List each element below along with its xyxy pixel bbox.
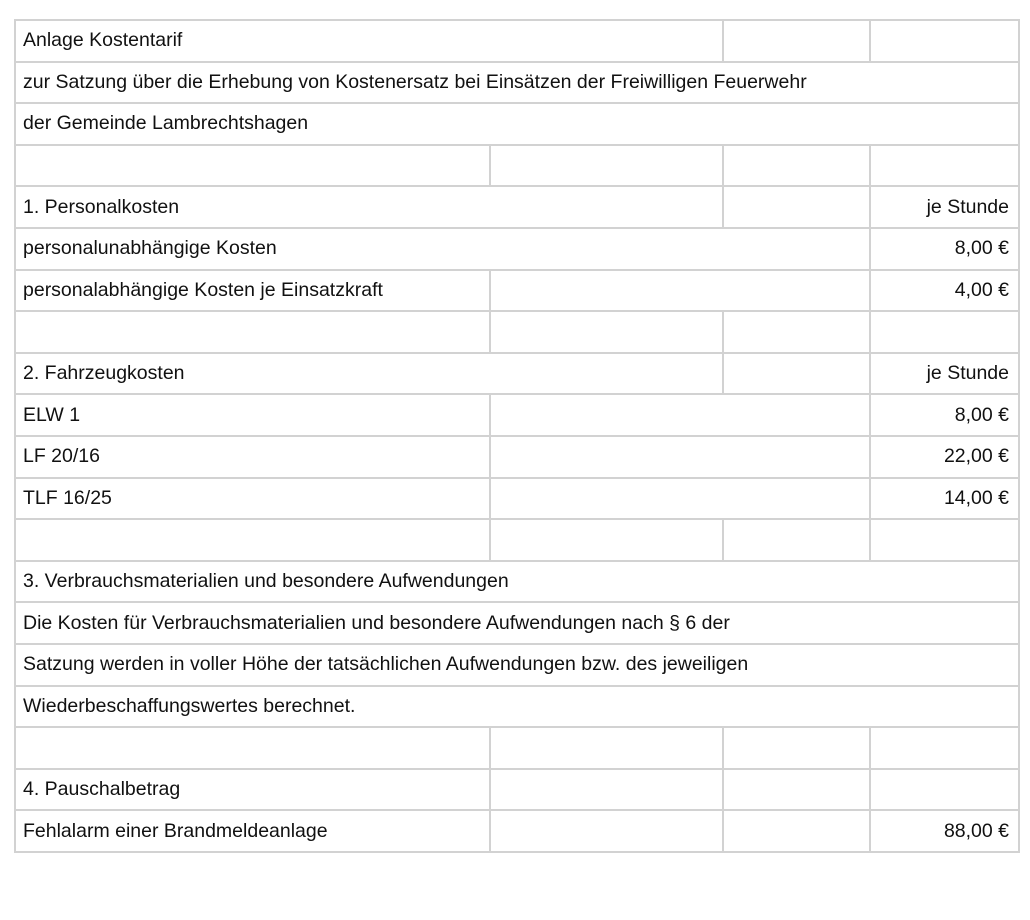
item-price: 4,00 € — [870, 270, 1019, 312]
table-row — [15, 644, 1019, 686]
item-label: Fehlalarm einer Brandmeldeanlage — [15, 810, 490, 852]
empty-cell — [490, 311, 723, 353]
item-price: 8,00 € — [870, 228, 1019, 270]
item-label: personalabhängige Kosten je Einsatzkraft — [15, 270, 490, 312]
empty-cell — [490, 478, 870, 520]
section-heading-fahrzeug: 2. Fahrzeugkosten — [15, 353, 723, 395]
empty-cell — [723, 727, 870, 769]
table-row — [15, 186, 1019, 228]
empty-cell — [870, 727, 1019, 769]
empty-cell — [870, 769, 1019, 811]
empty-cell — [870, 145, 1019, 187]
table-row — [15, 436, 1019, 478]
empty-cell — [490, 436, 870, 478]
table-row — [15, 145, 1019, 187]
empty-cell — [870, 519, 1019, 561]
table-row — [15, 561, 1019, 603]
table-row — [15, 353, 1019, 395]
table-row — [15, 810, 1019, 852]
item-price: 22,00 € — [870, 436, 1019, 478]
doc-subtitle-line-2: der Gemeinde Lambrechtshagen — [15, 103, 1019, 145]
empty-cell — [490, 270, 870, 312]
empty-cell — [723, 353, 870, 395]
empty-cell — [723, 20, 870, 62]
doc-title: Anlage Kostentarif — [15, 20, 723, 62]
empty-cell — [723, 519, 870, 561]
empty-cell — [723, 186, 870, 228]
table-row — [15, 478, 1019, 520]
unit-label: je Stunde — [870, 353, 1019, 395]
table-row — [15, 103, 1019, 145]
item-price: 8,00 € — [870, 394, 1019, 436]
empty-cell — [870, 20, 1019, 62]
empty-cell — [490, 519, 723, 561]
empty-cell — [490, 145, 723, 187]
table-row — [15, 270, 1019, 312]
empty-cell — [490, 769, 723, 811]
table-row — [15, 20, 1019, 62]
table-row — [15, 727, 1019, 769]
table-row — [15, 602, 1019, 644]
empty-cell — [15, 145, 490, 187]
empty-cell — [15, 519, 490, 561]
empty-cell — [723, 311, 870, 353]
body-text-line: Satzung werden in voller Höhe der tatsächlichen Aufwendungen bzw. des jeweiligen — [15, 644, 1019, 686]
table-row — [15, 769, 1019, 811]
body-text-line: Die Kosten für Verbrauchsmaterialien und besondere Aufwendungen nach § 6 der — [15, 602, 1019, 644]
section-heading-pauschal: 4. Pauschalbetrag — [15, 769, 490, 811]
section-heading-personal: 1. Personalkosten — [15, 186, 723, 228]
empty-cell — [723, 769, 870, 811]
empty-cell — [490, 394, 870, 436]
table-row — [15, 228, 1019, 270]
unit-label: je Stunde — [870, 186, 1019, 228]
empty-cell — [723, 145, 870, 187]
table-row — [15, 311, 1019, 353]
doc-subtitle-line-1: zur Satzung über die Erhebung von Kostenersatz bei Einsätzen der Freiwilligen Feuerwehr — [15, 62, 1019, 104]
kostentarif-table — [14, 19, 1020, 853]
empty-cell — [870, 311, 1019, 353]
item-label: TLF 16/25 — [15, 478, 490, 520]
table-row — [15, 62, 1019, 104]
table-row — [15, 519, 1019, 561]
empty-cell — [490, 810, 723, 852]
section-heading-verbrauch: 3. Verbrauchsmaterialien und besondere Aufwendungen — [15, 561, 1019, 603]
item-label: LF 20/16 — [15, 436, 490, 478]
empty-cell — [490, 727, 723, 769]
empty-cell — [723, 810, 870, 852]
table-row — [15, 394, 1019, 436]
item-price: 14,00 € — [870, 478, 1019, 520]
body-text-line: Wiederbeschaffungswertes berechnet. — [15, 686, 1019, 728]
empty-cell — [15, 311, 490, 353]
item-label: ELW 1 — [15, 394, 490, 436]
item-price: 88,00 € — [870, 810, 1019, 852]
empty-cell — [15, 727, 490, 769]
table-row — [15, 686, 1019, 728]
item-label: personalunabhängige Kosten — [15, 228, 870, 270]
